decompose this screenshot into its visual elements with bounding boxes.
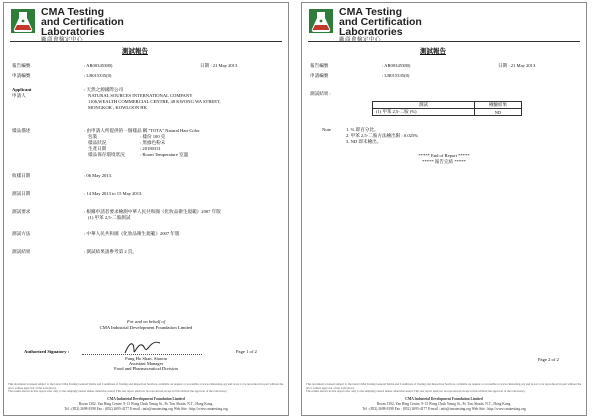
app-no-label: 申請編號 xyxy=(310,73,329,78)
footer-disclaimer: The results shown in this report refer only to the sample(s) tested unless otherwise stated. This test report shall not be reproduced except in full without the approval of the Laboratory. xyxy=(8,389,228,393)
end-of-report: ***** End of Report ***** xyxy=(418,153,470,158)
result-value: : 測試結果請參考第 2 頁。 xyxy=(84,249,137,254)
page-number: Page 2 of 2 xyxy=(538,357,559,362)
column-header: 檢驗結果 xyxy=(475,102,522,109)
behalf-line: For and on behalf of xyxy=(126,319,166,324)
header-divider xyxy=(308,41,580,42)
sample-key: 生產日期 xyxy=(88,146,107,151)
result-label: 測試結果 xyxy=(12,249,31,254)
test-result-label: 測試結果 : xyxy=(310,91,331,96)
test-date-label: 測試日期 xyxy=(12,191,31,196)
footer-contact: Tel : (852) 2698-8198 Fax : (852) 2695-4177 E-mail : info@cmatesting.org Web Site : http://www.cmatesting.org xyxy=(64,407,228,411)
applicant-label-zh: 申請人 xyxy=(12,93,26,98)
sample-desc: : 由申請人所提供的一個樣品 稱 "TOTA" Natural Hair Color xyxy=(84,128,200,133)
sample-key: 樣品保存環境狀況 xyxy=(88,152,125,157)
page-number: Page 1 of 2 xyxy=(236,349,257,354)
sample-key: 樣品狀況 xyxy=(88,140,107,145)
test-date-value: : 14 May 2013 to 15 May 2013. xyxy=(84,191,143,196)
report-date: 日期 : 21 May 2013 xyxy=(200,63,238,68)
footer-address: Room 1302, Yan Hing Centre, 9-13 Wong Chuk Yeung St., Fo Tan, Shatin, N.T., Hong Kong. xyxy=(376,402,512,406)
applicant-line: 1106,WEALTH COMMERCIAL CENTRE, 48 KWONG WA STREET, xyxy=(88,99,221,104)
end-of-report-zh: ***** 報告完結 ***** xyxy=(422,159,466,164)
note-item: 2. 甲苯 2,5-二胺方法檢出限 : 0.025% xyxy=(346,133,419,138)
report-no-label: 報告編號 xyxy=(12,63,31,68)
note-item: 1. % 即百分比。 xyxy=(346,127,379,132)
applicant-line: NATURAL SOURCES INTERNATIONAL COMPANY xyxy=(88,93,193,98)
cma-logo-icon xyxy=(10,8,36,34)
requirement-line: : 根據申請者要求檢測中華人民共和國《化妝品衛生規範》2007 年版 xyxy=(84,209,221,214)
signer-division: Food and Pharmaceutical Division xyxy=(114,366,178,371)
received-date-label: 收樣日期 xyxy=(12,173,31,178)
footer-address: Room 1302, Yan Hing Centre, 9-13 Wong Chuk Yeung St., Fo Tan, Shatin, N.T., Hong Kong. xyxy=(78,402,214,406)
sample-value: : 20180331 xyxy=(140,146,161,151)
requirement-label: 測試要求 xyxy=(12,209,31,214)
footer-org: CMA Industrial Development Foundation Limited xyxy=(107,397,185,401)
sample-label: 樣品描述 xyxy=(12,128,31,133)
table-header-row xyxy=(373,102,522,109)
received-date-value: : 06 May 2013. xyxy=(84,173,113,178)
brand-name: CMA Testing and Certification Laboratories 廠商會檢定中心 xyxy=(41,6,124,43)
report-no-value: : AR00345380) xyxy=(382,63,411,68)
app-no-value: : LR015335(0) xyxy=(382,73,410,78)
footer-disclaimer: This document is issued subject to the latest CMA Testing General Terms and Conditions of Testing and Inspection Services, available on request or accessible at www.cmatesting.org and is not to be reproduced in part without the prior written approval of the Laboratory. xyxy=(8,382,284,390)
signer-title: Assistant Manager xyxy=(128,361,164,366)
method-value: : 中華人民共和國《化妝品衛生規範》2007 年版 xyxy=(84,231,180,236)
applicant-label-en: Applicant xyxy=(12,87,32,92)
applicant-line: : 天然之源國際公司 xyxy=(84,87,124,92)
sample-value: : 樣份 100 克 xyxy=(140,134,166,139)
footer-disclaimer: This document is issued subject to the latest CMA Testing General Terms and Conditions of Testing and Inspection Services, available on request or accessible at www.cmatesting.org and is not to be reproduced in part without the prior written approval of the Laboratory. xyxy=(306,382,582,390)
app-no-label: 申請編號 xyxy=(12,73,31,78)
table-cell: ND xyxy=(475,109,522,116)
report-page-1 xyxy=(3,2,289,416)
applicant-line: MONGKOK , KOWLOON HK xyxy=(88,105,147,110)
report-no-value: : AR00345380) xyxy=(84,63,113,68)
table-cell: (1) 甲苯 2,5-二胺 (%) xyxy=(373,109,475,116)
page-title: 測試報告 xyxy=(420,48,446,55)
sample-value: : 黑綠色粉末 xyxy=(140,140,166,145)
sample-value: : Room Temperature 室溫 xyxy=(140,152,189,157)
header-divider xyxy=(10,41,282,42)
table-row xyxy=(373,109,522,116)
handwritten-signature-icon xyxy=(122,337,162,357)
column-header: 測試 xyxy=(373,102,475,109)
behalf-company: CMA Industrial Development Foundation Limited xyxy=(99,325,193,330)
page-title: 測試報告 xyxy=(122,48,148,55)
sample-key: 包裝 xyxy=(88,134,98,139)
requirement-line: (1) 甲苯 2,5-二胺測試 xyxy=(88,215,131,220)
footer-disclaimer: The results shown in this report refer only to the sample(s) tested unless otherwise stated. This test report shall not be reproduced except in full without the approval of the Laboratory. xyxy=(306,389,526,393)
note-label: Note xyxy=(322,127,331,132)
signatory-label: Authorized Signatory : xyxy=(24,349,70,354)
result-table xyxy=(372,101,522,116)
method-label: 測試方法 xyxy=(12,231,31,236)
app-no-value: : LR015335(0) xyxy=(84,73,112,78)
cma-logo-icon xyxy=(308,8,334,34)
report-no-label: 報告編號 xyxy=(310,63,329,68)
signer-name: Fung Ho Shan, Sharon xyxy=(125,356,167,361)
footer-contact: Tel : (852) 2698-8198 Fax : (852) 2695-4177 E-mail : info@cmatesting.org Web Site : http://www.cmatesting.org xyxy=(362,407,526,411)
brand-name: CMA Testing and Certification Laboratories 廠商會檢定中心 xyxy=(339,6,422,43)
footer-org: CMA Industrial Development Foundation Limited xyxy=(405,397,483,401)
report-date: 日期 : 21 May 2013 xyxy=(498,63,536,68)
note-item: 3. ND 即未檢出。 xyxy=(346,139,382,144)
report-page-2 xyxy=(301,2,587,416)
